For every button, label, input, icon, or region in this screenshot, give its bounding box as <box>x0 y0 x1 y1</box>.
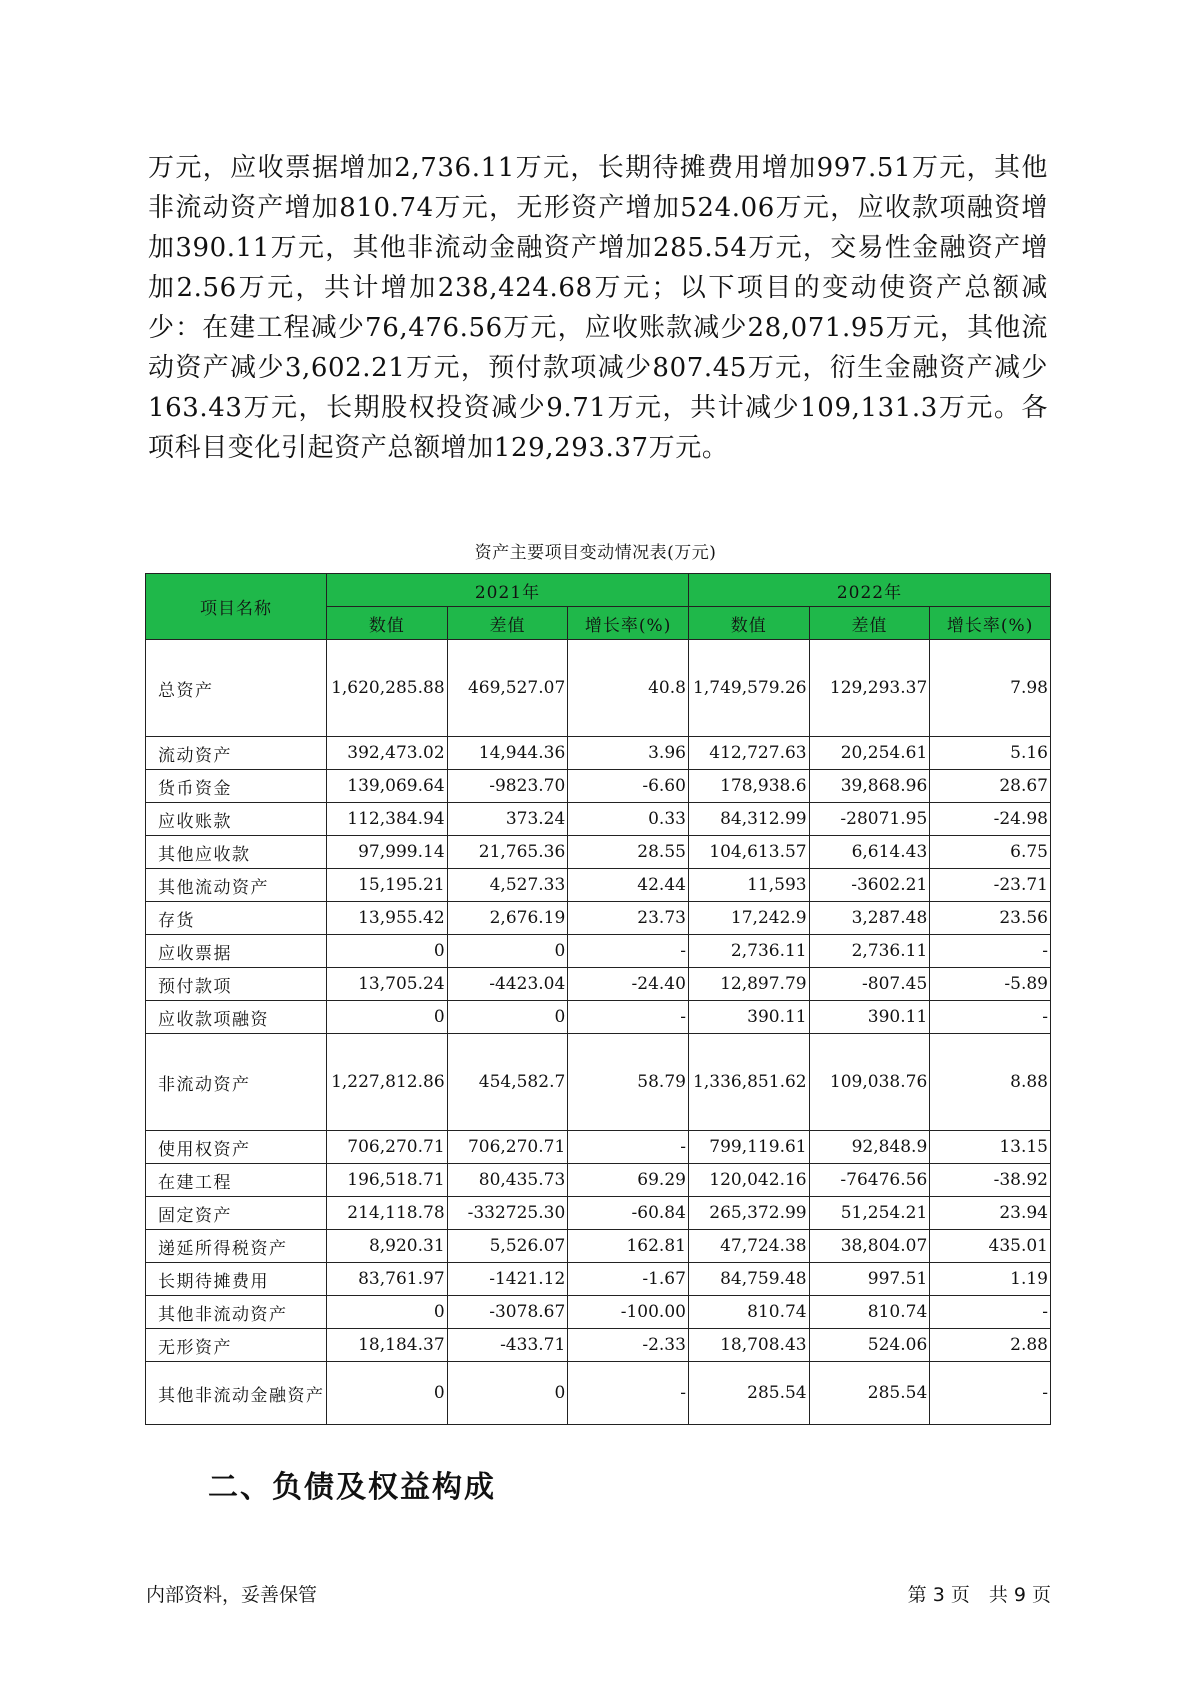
cell-rate-2022: 5.16 <box>930 737 1051 770</box>
row-item-name: 其他应收款 <box>146 836 327 869</box>
table-row <box>146 1362 1051 1425</box>
cell-rate-2021: -60.84 <box>568 1197 689 1230</box>
cell-diff-2022: -3602.21 <box>809 869 930 902</box>
row-item-name: 其他非流动资产 <box>146 1296 327 1329</box>
cell-rate-2022: - <box>930 1296 1051 1329</box>
cell-diff-2022: -76476.56 <box>809 1164 930 1197</box>
cell-diff-2021: -4423.04 <box>447 968 568 1001</box>
table-row <box>146 1131 1051 1164</box>
cell-rate-2022: 1.19 <box>930 1263 1051 1296</box>
cell-rate-2021: - <box>568 1001 689 1034</box>
row-item-name: 应收票据 <box>146 935 327 968</box>
header-year-2021: 2021年 <box>326 574 688 607</box>
cell-rate-2022: -5.89 <box>930 968 1051 1001</box>
cell-rate-2022: 2.88 <box>930 1329 1051 1362</box>
table-row <box>146 737 1051 770</box>
cell-diff-2022: 3,287.48 <box>809 902 930 935</box>
cell-rate-2022: 435.01 <box>930 1230 1051 1263</box>
cell-rate-2021: -1.67 <box>568 1263 689 1296</box>
cell-value-2021: 0 <box>326 935 447 968</box>
cell-rate-2021: -2.33 <box>568 1329 689 1362</box>
cell-diff-2022: 109,038.76 <box>809 1034 930 1131</box>
cell-value-2022: 84,759.48 <box>688 1263 809 1296</box>
table-row <box>146 1230 1051 1263</box>
header-rate-2021: 增长率(%) <box>568 607 689 640</box>
row-item-name: 使用权资产 <box>146 1131 327 1164</box>
cell-rate-2021: - <box>568 1362 689 1425</box>
cell-rate-2021: -24.40 <box>568 968 689 1001</box>
footer-page-number: 第 3 页 共 9 页 <box>907 1584 1051 1606</box>
cell-rate-2021: 42.44 <box>568 869 689 902</box>
cell-diff-2021: -9823.70 <box>447 770 568 803</box>
cell-diff-2021: 0 <box>447 1001 568 1034</box>
header-value-2022: 数值 <box>688 607 809 640</box>
cell-diff-2021: 0 <box>447 935 568 968</box>
cell-diff-2022: 524.06 <box>809 1329 930 1362</box>
cell-value-2022: 11,593 <box>688 869 809 902</box>
cell-rate-2021: -100.00 <box>568 1296 689 1329</box>
cell-diff-2021: 454,582.7 <box>447 1034 568 1131</box>
cell-value-2021: 0 <box>326 1296 447 1329</box>
table-row <box>146 640 1051 737</box>
table-row <box>146 1197 1051 1230</box>
cell-value-2022: 120,042.16 <box>688 1164 809 1197</box>
row-item-name: 其他非流动金融资产 <box>146 1362 327 1425</box>
cell-value-2021: 83,761.97 <box>326 1263 447 1296</box>
body-paragraph: 万元，应收票据增加2,736.11万元，长期待摊费用增加997.51万元，其他非流动资产增加810.74万元，无形资产增加524.06万元，应收款项融资增加390.11万元，其他非流动金融资产增加285.54万元，交易性金融资产增加2.56万元，共计增加238,424.68万元；以下项目的变动使资产总额减少：在建工程减少76,476.56万元，应收账款减少28,071.95万元，其他流动资产减少3,602.21万元，预付款项减少807.45万元，衍生金融资产减少163.43万元，长期股权投资减少9.71万元，共计减少109,131.3万元。各项科目变化引起资产总额增加129,293.37万元。 <box>148 153 1049 463</box>
cell-value-2022: 810.74 <box>688 1296 809 1329</box>
cell-value-2022: 265,372.99 <box>688 1197 809 1230</box>
cell-value-2021: 15,195.21 <box>326 869 447 902</box>
row-item-name: 货币资金 <box>146 770 327 803</box>
row-item-name: 非流动资产 <box>146 1034 327 1131</box>
cell-value-2021: 706,270.71 <box>326 1131 447 1164</box>
cell-rate-2021: 58.79 <box>568 1034 689 1131</box>
row-item-name: 递延所得税资产 <box>146 1230 327 1263</box>
table-row <box>146 770 1051 803</box>
header-rate-2022: 增长率(%) <box>930 607 1051 640</box>
footer-confidential-note: 内部资料，妥善保管 <box>146 1584 318 1606</box>
cell-rate-2022: -23.71 <box>930 869 1051 902</box>
cell-value-2022: 12,897.79 <box>688 968 809 1001</box>
row-item-name: 长期待摊费用 <box>146 1263 327 1296</box>
cell-value-2022: 2,736.11 <box>688 935 809 968</box>
cell-diff-2021: 706,270.71 <box>447 1131 568 1164</box>
cell-value-2021: 0 <box>326 1362 447 1425</box>
table-row <box>146 1329 1051 1362</box>
cell-diff-2022: -807.45 <box>809 968 930 1001</box>
cell-diff-2021: 373.24 <box>447 803 568 836</box>
row-item-name: 无形资产 <box>146 1329 327 1362</box>
cell-diff-2021: 5,526.07 <box>447 1230 568 1263</box>
row-item-name: 其他流动资产 <box>146 869 327 902</box>
cell-diff-2022: 6,614.43 <box>809 836 930 869</box>
cell-diff-2021: -433.71 <box>447 1329 568 1362</box>
cell-diff-2021: 0 <box>447 1362 568 1425</box>
cell-rate-2022: - <box>930 935 1051 968</box>
cell-value-2021: 0 <box>326 1001 447 1034</box>
cell-value-2021: 139,069.64 <box>326 770 447 803</box>
table-row <box>146 968 1051 1001</box>
table-row <box>146 836 1051 869</box>
header-year-2022: 2022年 <box>688 574 1050 607</box>
cell-value-2022: 390.11 <box>688 1001 809 1034</box>
cell-diff-2022: 38,804.07 <box>809 1230 930 1263</box>
table-row <box>146 1001 1051 1034</box>
cell-value-2022: 18,708.43 <box>688 1329 809 1362</box>
header-value-2021: 数值 <box>326 607 447 640</box>
cell-value-2021: 8,920.31 <box>326 1230 447 1263</box>
cell-rate-2021: -6.60 <box>568 770 689 803</box>
cell-diff-2022: 390.11 <box>809 1001 930 1034</box>
cell-rate-2021: 23.73 <box>568 902 689 935</box>
cell-diff-2021: 14,944.36 <box>447 737 568 770</box>
cell-value-2022: 178,938.6 <box>688 770 809 803</box>
cell-diff-2022: 92,848.9 <box>809 1131 930 1164</box>
cell-value-2022: 1,336,851.62 <box>688 1034 809 1131</box>
cell-value-2021: 214,118.78 <box>326 1197 447 1230</box>
table-row <box>146 1034 1051 1131</box>
row-item-name: 总资产 <box>146 640 327 737</box>
cell-rate-2021: 162.81 <box>568 1230 689 1263</box>
cell-diff-2022: 810.74 <box>809 1296 930 1329</box>
cell-diff-2021: -3078.67 <box>447 1296 568 1329</box>
header-diff-2022: 差值 <box>809 607 930 640</box>
cell-diff-2022: 39,868.96 <box>809 770 930 803</box>
cell-rate-2021: 0.33 <box>568 803 689 836</box>
cell-rate-2021: - <box>568 935 689 968</box>
table-row <box>146 803 1051 836</box>
row-item-name: 预付款项 <box>146 968 327 1001</box>
cell-diff-2022: 51,254.21 <box>809 1197 930 1230</box>
cell-rate-2022: 23.56 <box>930 902 1051 935</box>
cell-rate-2022: - <box>930 1001 1051 1034</box>
table-row <box>146 869 1051 902</box>
cell-rate-2022: 23.94 <box>930 1197 1051 1230</box>
cell-rate-2022: 13.15 <box>930 1131 1051 1164</box>
header-item-name: 项目名称 <box>146 574 327 640</box>
cell-diff-2021: 21,765.36 <box>447 836 568 869</box>
row-item-name: 固定资产 <box>146 1197 327 1230</box>
section-heading: 二、负债及权益构成 <box>208 1470 496 1505</box>
cell-diff-2021: 4,527.33 <box>447 869 568 902</box>
cell-diff-2022: 997.51 <box>809 1263 930 1296</box>
cell-value-2021: 13,955.42 <box>326 902 447 935</box>
cell-rate-2021: 40.8 <box>568 640 689 737</box>
cell-value-2021: 1,227,812.86 <box>326 1034 447 1131</box>
cell-diff-2021: -332725.30 <box>447 1197 568 1230</box>
cell-rate-2021: - <box>568 1131 689 1164</box>
cell-rate-2022: 28.67 <box>930 770 1051 803</box>
cell-diff-2022: -28071.95 <box>809 803 930 836</box>
cell-value-2021: 1,620,285.88 <box>326 640 447 737</box>
cell-diff-2021: 469,527.07 <box>447 640 568 737</box>
cell-diff-2021: 80,435.73 <box>447 1164 568 1197</box>
cell-value-2022: 17,242.9 <box>688 902 809 935</box>
cell-diff-2022: 2,736.11 <box>809 935 930 968</box>
cell-rate-2022: 7.98 <box>930 640 1051 737</box>
cell-value-2022: 47,724.38 <box>688 1230 809 1263</box>
cell-value-2022: 285.54 <box>688 1362 809 1425</box>
cell-value-2022: 84,312.99 <box>688 803 809 836</box>
cell-value-2022: 1,749,579.26 <box>688 640 809 737</box>
cell-diff-2021: -1421.12 <box>447 1263 568 1296</box>
table-row <box>146 1296 1051 1329</box>
cell-value-2021: 196,518.71 <box>326 1164 447 1197</box>
cell-rate-2021: 69.29 <box>568 1164 689 1197</box>
cell-value-2021: 18,184.37 <box>326 1329 447 1362</box>
row-item-name: 存货 <box>146 902 327 935</box>
cell-value-2021: 112,384.94 <box>326 803 447 836</box>
table-row <box>146 902 1051 935</box>
cell-diff-2022: 20,254.61 <box>809 737 930 770</box>
cell-value-2021: 97,999.14 <box>326 836 447 869</box>
table-row <box>146 935 1051 968</box>
cell-rate-2022: 6.75 <box>930 836 1051 869</box>
asset-change-table <box>145 573 1051 1425</box>
cell-value-2021: 13,705.24 <box>326 968 447 1001</box>
cell-rate-2022: -38.92 <box>930 1164 1051 1197</box>
cell-value-2022: 799,119.61 <box>688 1131 809 1164</box>
cell-rate-2022: 8.88 <box>930 1034 1051 1131</box>
cell-rate-2022: - <box>930 1362 1051 1425</box>
cell-diff-2021: 2,676.19 <box>447 902 568 935</box>
row-item-name: 流动资产 <box>146 737 327 770</box>
row-item-name: 应收账款 <box>146 803 327 836</box>
cell-rate-2021: 3.96 <box>568 737 689 770</box>
cell-rate-2022: -24.98 <box>930 803 1051 836</box>
row-item-name: 应收款项融资 <box>146 1001 327 1034</box>
cell-rate-2021: 28.55 <box>568 836 689 869</box>
row-item-name: 在建工程 <box>146 1164 327 1197</box>
cell-value-2022: 412,727.63 <box>688 737 809 770</box>
table-row <box>146 1263 1051 1296</box>
header-diff-2021: 差值 <box>447 607 568 640</box>
cell-diff-2022: 285.54 <box>809 1362 930 1425</box>
cell-value-2021: 392,473.02 <box>326 737 447 770</box>
cell-value-2022: 104,613.57 <box>688 836 809 869</box>
table-caption: 资产主要项目变动情况表(万元) <box>474 543 717 563</box>
table-row <box>146 1164 1051 1197</box>
cell-diff-2022: 129,293.37 <box>809 640 930 737</box>
